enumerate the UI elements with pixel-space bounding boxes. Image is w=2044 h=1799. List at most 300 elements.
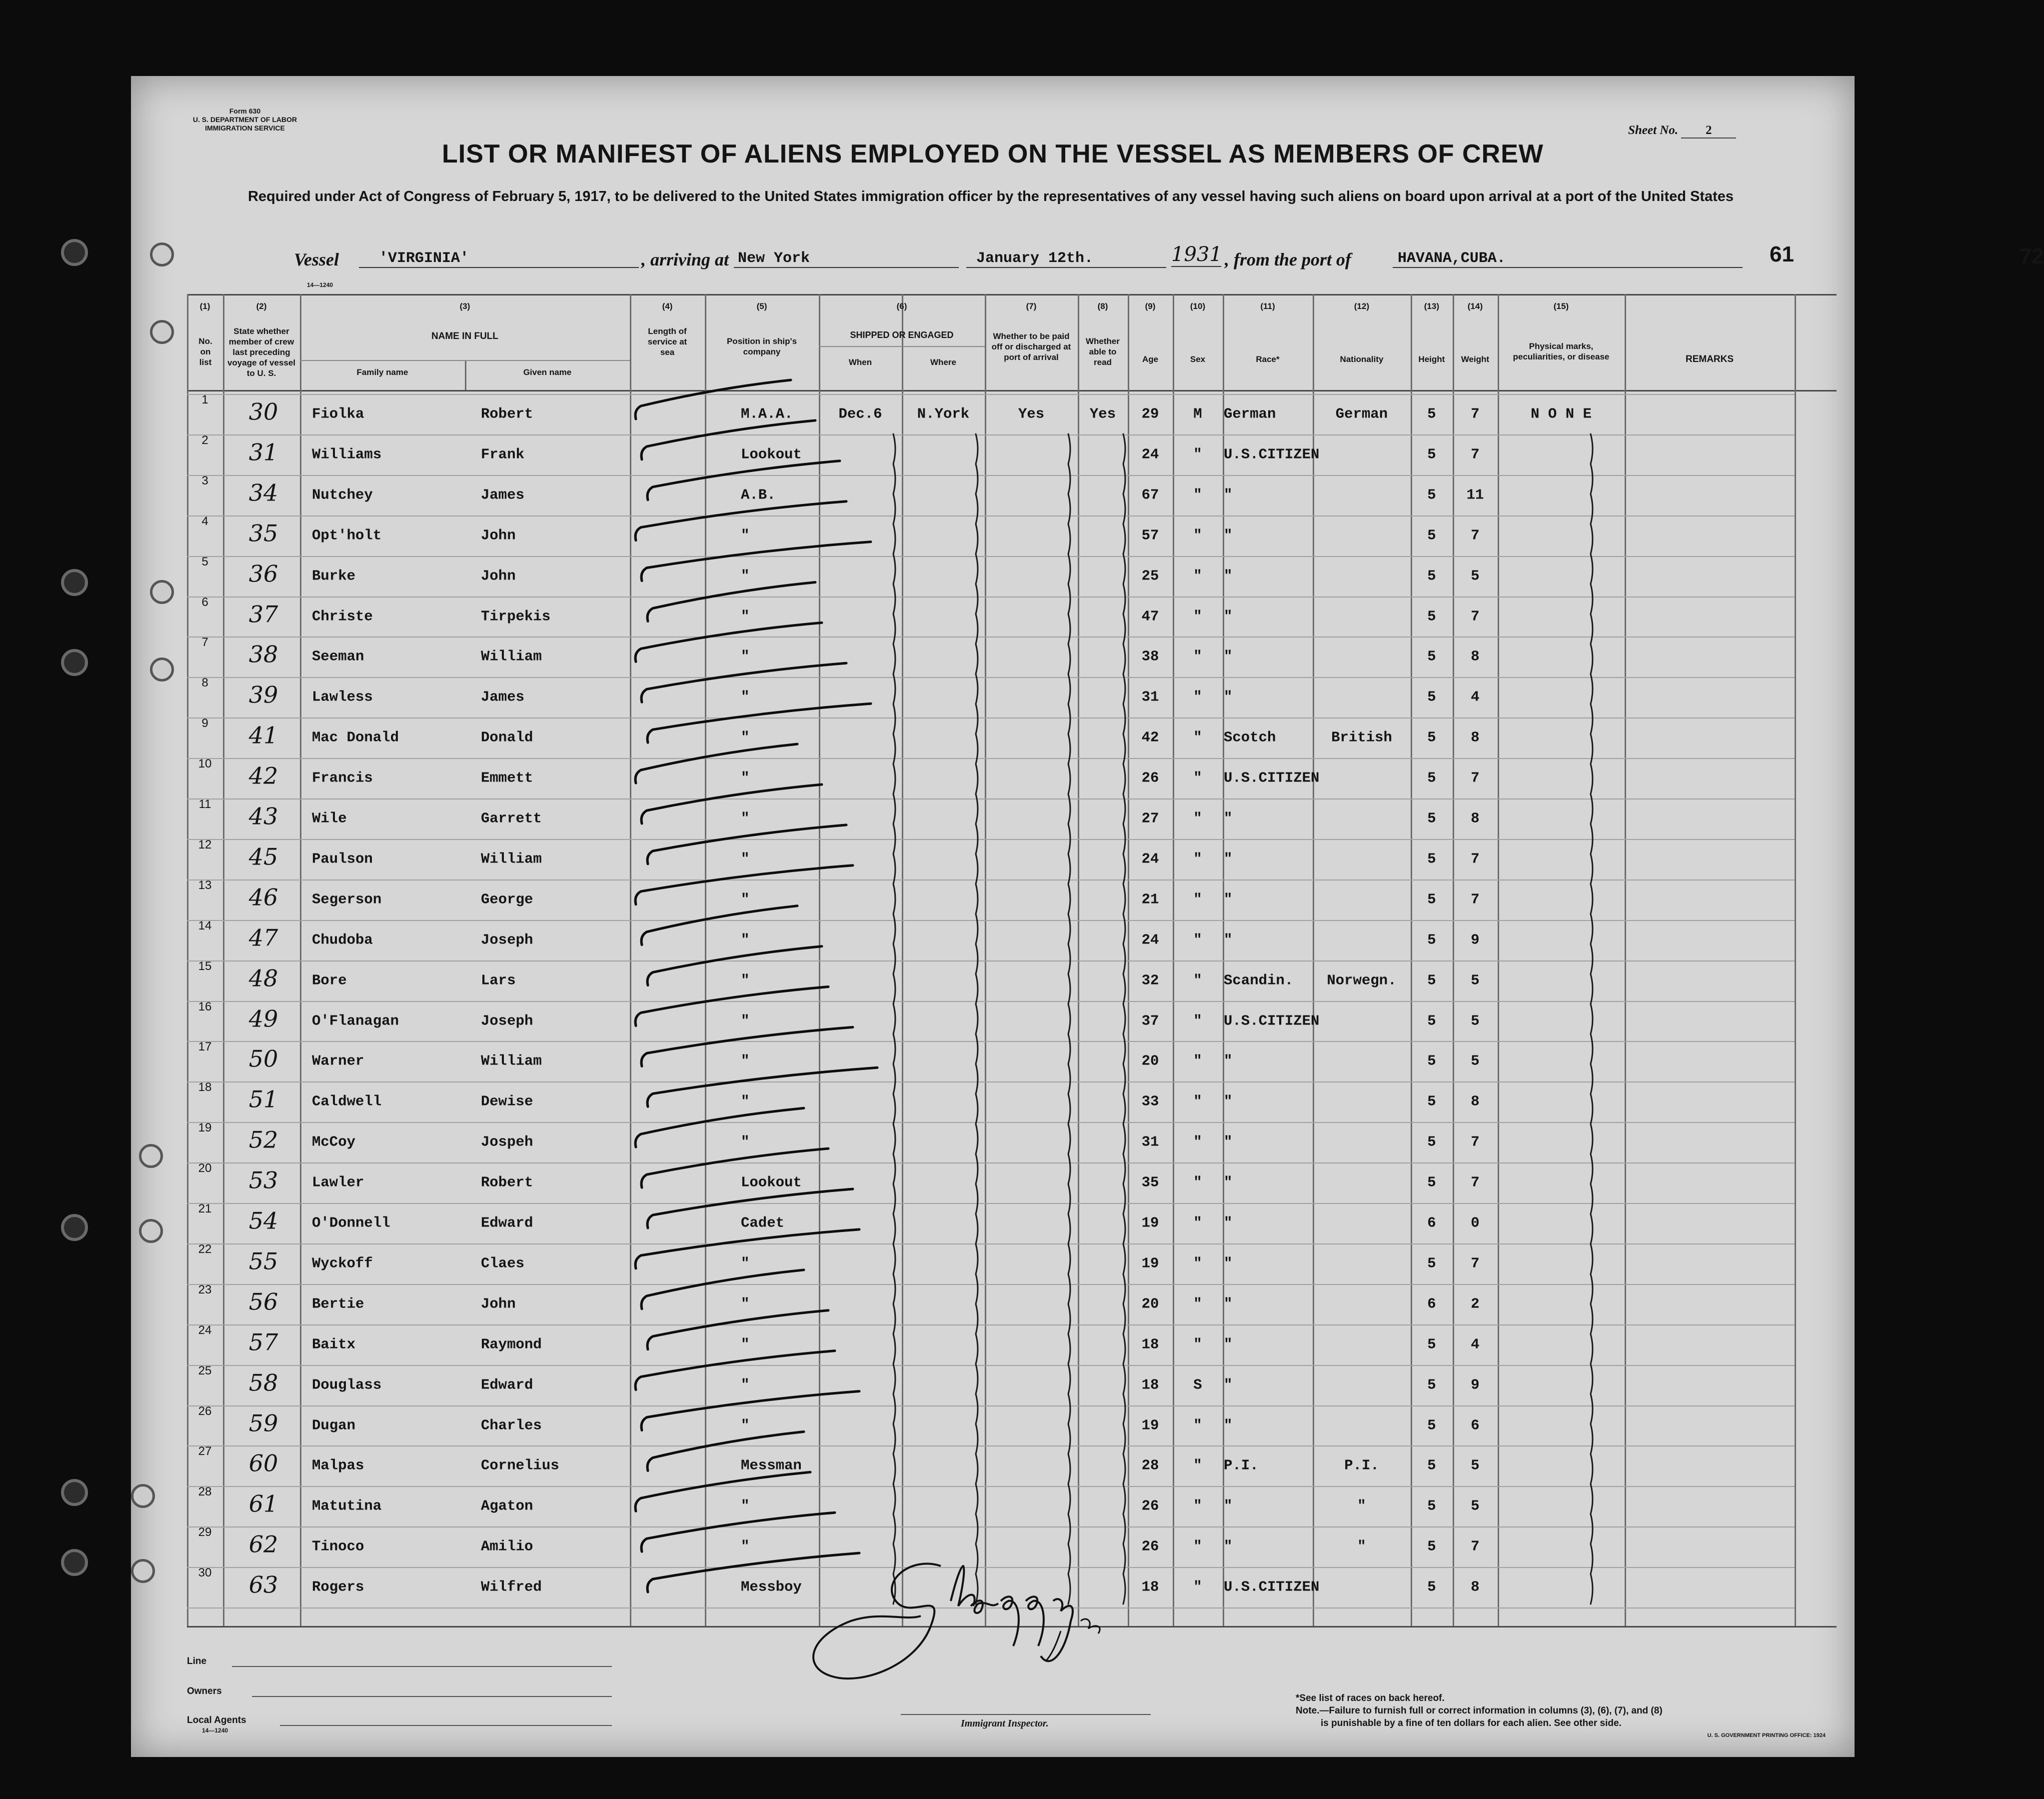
cell-age: 24	[1141, 446, 1159, 463]
cell-age: 20	[1141, 1052, 1159, 1070]
cell-weight: 7	[1471, 1255, 1480, 1272]
cell-height: 5	[1427, 1336, 1436, 1353]
col10-number: (10)	[1190, 302, 1206, 311]
cell-race: "	[1224, 1134, 1233, 1150]
cell-family: O'Donnell	[312, 1214, 390, 1232]
cell-age: 24	[1141, 932, 1159, 948]
cell-given: Raymond	[481, 1336, 542, 1353]
cell-race: "	[1224, 1093, 1233, 1110]
cell-age: 29	[1141, 406, 1159, 422]
check-stroke	[647, 1310, 828, 1350]
cell-height: 5	[1427, 850, 1436, 868]
cell-no: 30	[198, 1566, 212, 1580]
cell-given: William	[481, 850, 542, 868]
sheet-number-value: 2	[1681, 124, 1736, 138]
footer-agents-rule	[280, 1725, 612, 1726]
sheet-number-label: Sheet No.	[1628, 124, 1678, 137]
cell-position: "	[741, 1417, 750, 1434]
cell-race: Scotch	[1224, 729, 1276, 746]
cell-height: 5	[1427, 1498, 1436, 1514]
cell-position: "	[741, 770, 750, 786]
col7-label: Whether to be paid off or discharged at port of arrival	[991, 332, 1071, 362]
cell-race: "	[1224, 1296, 1233, 1312]
prior-voyage-number: 57	[248, 1328, 278, 1356]
cell-position: "	[741, 1498, 750, 1514]
cell-sex: "	[1193, 1052, 1202, 1070]
cell-weight: 7	[1471, 770, 1480, 786]
cell-sex: "	[1193, 1296, 1202, 1312]
cell-no: 21	[198, 1202, 212, 1216]
check-stroke	[641, 784, 822, 824]
cell-position: "	[741, 688, 750, 706]
cell-family: Segerson	[312, 891, 382, 908]
cell-position: Messman	[741, 1457, 802, 1474]
prior-voyage-number: 61	[248, 1490, 278, 1518]
cell-position: "	[741, 1296, 750, 1312]
cell-weight: 7	[1471, 891, 1480, 908]
col11-number: (11)	[1260, 302, 1275, 311]
inspector-rule	[901, 1714, 1151, 1715]
cell-no: 12	[198, 838, 212, 852]
cell-age: 24	[1141, 850, 1159, 868]
cell-family: Baitx	[312, 1336, 356, 1353]
cell-height: 5	[1427, 608, 1436, 624]
races-note: *See list of races on back hereof.	[1296, 1693, 1445, 1704]
cell-age: 20	[1141, 1296, 1159, 1312]
cell-height: 5	[1427, 1255, 1436, 1272]
footer-form-code: 14—1240	[202, 1727, 228, 1734]
cell-position: "	[741, 1376, 750, 1394]
cell-weight: 9	[1471, 932, 1480, 948]
cell-race: "	[1224, 1538, 1233, 1555]
margin-page-number: 72	[2020, 244, 2044, 268]
cell-given: Robert	[481, 406, 533, 422]
cell-sex: "	[1193, 932, 1202, 948]
binder-hole	[61, 1214, 88, 1241]
cell-position: "	[741, 648, 750, 665]
cell-read: Yes	[1089, 406, 1116, 422]
cell-weight: 5	[1471, 1457, 1480, 1474]
cell-sex: "	[1193, 1417, 1202, 1434]
cell-race: "	[1224, 527, 1233, 544]
cell-age: 31	[1141, 1134, 1159, 1150]
footer-notes	[1296, 1692, 1826, 1742]
cell-race: U.S.CITIZEN	[1224, 1578, 1320, 1596]
cell-age: 18	[1141, 1376, 1159, 1394]
prior-voyage-number: 51	[248, 1086, 278, 1113]
cell-nationality: German	[1335, 406, 1388, 422]
cell-family: Lawless	[312, 688, 373, 706]
cell-height: 5	[1427, 568, 1436, 584]
col15-label: Physical marks, peculiarities, or disease	[1513, 342, 1610, 362]
cell-weight: 5	[1471, 1052, 1480, 1070]
cell-age: 67	[1141, 486, 1159, 504]
printer-note: U. S. GOVERNMENT PRINTING OFFICE: 1924	[1707, 1732, 1826, 1738]
cell-position: "	[741, 891, 750, 908]
cell-sex: "	[1193, 850, 1202, 868]
cell-given: Garrett	[481, 810, 542, 827]
cell-family: Chudoba	[312, 932, 373, 948]
footer-agents-label: Local Agents	[187, 1715, 246, 1726]
cell-weight: 2	[1471, 1296, 1480, 1312]
cell-no: 18	[198, 1080, 212, 1094]
cell-race: "	[1224, 932, 1233, 948]
cell-race: "	[1224, 891, 1233, 908]
cell-position: "	[741, 568, 750, 584]
penalty-note-1: Note.—Failure to furnish full or correct information in columns (3), (6), (7), and (8)	[1296, 1706, 1663, 1716]
cell-no: 10	[198, 757, 212, 771]
from-port-label: , from the port of	[1225, 250, 1352, 270]
cell-given: Joseph	[481, 932, 533, 948]
ditto-squiggle	[1123, 434, 1125, 1604]
cell-weight: 7	[1471, 1174, 1480, 1191]
cell-weight: 5	[1471, 972, 1480, 989]
cell-no: 29	[198, 1526, 212, 1540]
cell-height: 5	[1427, 1538, 1436, 1555]
cell-given: Joseph	[481, 1012, 533, 1029]
cell-nationality: Norwegn.	[1327, 972, 1397, 989]
cell-no: 5	[201, 554, 208, 568]
cell-position: "	[741, 1336, 750, 1353]
cell-position: "	[741, 1255, 750, 1272]
cell-given: John	[481, 568, 516, 584]
cell-height: 5	[1427, 527, 1436, 544]
cell-height: 5	[1427, 891, 1436, 908]
cell-age: 57	[1141, 527, 1159, 544]
check-stroke	[641, 542, 871, 581]
cell-no: 27	[198, 1444, 212, 1458]
cell-nationality: P.I.	[1344, 1457, 1379, 1474]
cell-sex: "	[1193, 810, 1202, 827]
check-stroke	[635, 622, 822, 662]
cell-race: U.S.CITIZEN	[1224, 770, 1320, 786]
cell-age: 25	[1141, 568, 1159, 584]
cell-weight: 5	[1471, 1498, 1480, 1514]
check-stroke	[635, 1230, 859, 1268]
cell-height: 5	[1427, 406, 1436, 422]
cell-family: Opt'holt	[312, 527, 382, 544]
check-stroke	[641, 1027, 853, 1066]
cell-sex: "	[1193, 729, 1202, 746]
form-service: IMMIGRATION SERVICE	[205, 124, 285, 132]
prior-voyage-number: 39	[248, 681, 278, 708]
cell-position: "	[741, 527, 750, 544]
cell-race: "	[1224, 1498, 1233, 1514]
prior-voyage-number: 38	[248, 641, 278, 668]
check-stroke	[647, 1068, 877, 1106]
cell-family: Seeman	[312, 648, 364, 665]
cell-age: 26	[1141, 770, 1159, 786]
binder-hole	[61, 1549, 88, 1576]
ditto-squiggle	[1591, 434, 1593, 1604]
cell-nationality: "	[1357, 1538, 1366, 1555]
cell-height: 5	[1427, 486, 1436, 504]
footer-line-rule	[232, 1666, 612, 1667]
cell-given: Emmett	[481, 770, 533, 786]
check-stroke	[647, 825, 846, 864]
col4-number: (4)	[662, 302, 673, 311]
binder-ring	[139, 1219, 163, 1243]
cell-given: Agaton	[481, 1498, 533, 1514]
cell-family: Wile	[312, 810, 347, 827]
cell-sex: "	[1193, 1457, 1202, 1474]
cell-weight: 7	[1471, 608, 1480, 624]
cell-race: "	[1224, 688, 1233, 706]
cell-position: M.A.A.	[741, 406, 793, 422]
cell-sex: "	[1193, 1255, 1202, 1272]
col2-number: (2)	[256, 302, 267, 311]
prior-voyage-number: 63	[248, 1571, 278, 1598]
cell-no: 20	[198, 1162, 212, 1176]
footer-line-label: Line	[187, 1656, 207, 1666]
prior-voyage-number: 55	[248, 1248, 278, 1275]
binder-ring	[150, 580, 174, 604]
cell-family: Mac Donald	[312, 729, 399, 746]
cell-position: "	[741, 1012, 750, 1029]
cell-no: 4	[201, 514, 208, 528]
col11-label: Race*	[1256, 354, 1280, 364]
cell-family: Matutina	[312, 1498, 382, 1514]
col3-label: NAME IN FULL	[431, 331, 499, 342]
footer-owners-label: Owners	[187, 1686, 222, 1696]
cell-no: 16	[198, 1000, 212, 1014]
cell-weight: 11	[1466, 486, 1484, 504]
prior-voyage-number: 34	[248, 479, 278, 506]
cell-weight: 8	[1471, 729, 1480, 746]
cell-no: 14	[198, 918, 212, 932]
cell-family: Lawler	[312, 1174, 364, 1191]
prior-voyage-number: 56	[248, 1288, 278, 1316]
cell-position: Lookout	[741, 446, 802, 463]
cell-sex: "	[1193, 1578, 1202, 1596]
cell-given: Wilfred	[481, 1578, 542, 1596]
arriving-port: New York	[734, 250, 959, 268]
cell-sex: "	[1193, 527, 1202, 544]
cell-race: "	[1224, 648, 1233, 665]
cell-position: "	[741, 1538, 750, 1555]
cell-position: "	[741, 932, 750, 948]
check-stroke	[641, 1148, 828, 1188]
binder-ring	[139, 1144, 163, 1168]
cell-height: 5	[1427, 972, 1436, 989]
col8-label: Whether able to read	[1086, 336, 1120, 367]
cell-no: 24	[198, 1323, 212, 1337]
binder-ring	[150, 320, 174, 344]
ditto-squiggle	[893, 434, 895, 1604]
cell-given: Edward	[481, 1214, 533, 1232]
cell-race: Scandin.	[1224, 972, 1294, 989]
cell-family: Douglass	[312, 1376, 382, 1394]
cell-height: 5	[1427, 648, 1436, 665]
check-stroke	[635, 987, 828, 1026]
cell-no: 25	[198, 1364, 212, 1378]
cell-weight: 4	[1471, 1336, 1480, 1353]
cell-no: 8	[201, 676, 208, 690]
col6-where-label: Where	[930, 358, 956, 367]
check-stroke	[635, 1472, 810, 1511]
cell-weight: 4	[1471, 688, 1480, 706]
prior-voyage-number: 47	[248, 924, 278, 952]
binder-ring	[150, 658, 174, 682]
cell-height: 5	[1427, 1457, 1436, 1474]
from-port: HAVANA,CUBA.	[1393, 250, 1743, 268]
col12-label: Nationality	[1340, 354, 1384, 364]
cell-weight: 8	[1471, 1093, 1480, 1110]
cell-no: 1	[201, 393, 208, 406]
cell-no: 19	[198, 1121, 212, 1135]
cell-nationality: "	[1357, 1498, 1366, 1514]
cell-weight: 7	[1471, 850, 1480, 868]
cell-sex: "	[1193, 1012, 1202, 1029]
cell-position: "	[741, 972, 750, 989]
cell-sex: "	[1193, 1093, 1202, 1110]
prior-voyage-number: 31	[248, 438, 278, 466]
cell-race: "	[1224, 1417, 1233, 1434]
cell-given: James	[481, 486, 525, 504]
cell-weight: 8	[1471, 810, 1480, 827]
col8-number: (8)	[1097, 302, 1108, 311]
cell-no: 17	[198, 1040, 212, 1054]
prior-voyage-number: 59	[248, 1410, 278, 1437]
page-subtitle: Required under Act of Congress of February 5, 1917, to be delivered to the United States immigration officer by the representatives of any vessel having such aliens on board upon arrival at a port of the United States	[247, 188, 1734, 204]
cell-given: John	[481, 1296, 516, 1312]
cell-height: 5	[1427, 1134, 1436, 1150]
ditto-squiggle	[1068, 434, 1070, 1604]
cell-given: Donald	[481, 729, 533, 746]
cell-height: 5	[1427, 1052, 1436, 1070]
cell-race: U.S.CITIZEN	[1224, 446, 1320, 463]
cell-age: 18	[1141, 1578, 1159, 1596]
cell-sex: "	[1193, 486, 1202, 504]
check-stroke	[635, 1108, 804, 1147]
cell-family: Christe	[312, 608, 373, 624]
cell-race: "	[1224, 850, 1233, 868]
cell-sex: "	[1193, 648, 1202, 665]
cell-given: James	[481, 688, 525, 706]
footer-left	[187, 1656, 937, 1746]
cell-race: "	[1224, 810, 1233, 827]
cell-sex: M	[1193, 406, 1202, 422]
binder-hole	[61, 1479, 88, 1506]
cell-height: 5	[1427, 1012, 1436, 1029]
prior-voyage-number: 45	[248, 843, 278, 870]
col1-number: (1)	[199, 302, 210, 311]
cell-position: "	[741, 1052, 750, 1070]
cell-weight: 5	[1471, 568, 1480, 584]
cell-family: Williams	[312, 446, 382, 463]
cell-height: 5	[1427, 1093, 1436, 1110]
arrival-date: January 12th.	[966, 250, 1166, 268]
cell-given: Lars	[481, 972, 516, 989]
cell-sex: "	[1193, 568, 1202, 584]
cell-family: Malpas	[312, 1457, 364, 1474]
prior-voyage-number: 54	[248, 1207, 278, 1234]
cell-age: 18	[1141, 1336, 1159, 1353]
cell-given: Claes	[481, 1255, 525, 1272]
cell-given: Robert	[481, 1174, 533, 1191]
cell-given: William	[481, 1052, 542, 1070]
prior-voyage-number: 62	[248, 1530, 278, 1558]
cell-height: 5	[1427, 1578, 1436, 1596]
cell-weight: 9	[1471, 1376, 1480, 1394]
cell-sex: "	[1193, 1336, 1202, 1353]
check-stroke	[647, 461, 840, 500]
col14-number: (14)	[1467, 302, 1483, 311]
check-stroke	[647, 1432, 804, 1470]
cell-family: Francis	[312, 770, 373, 786]
col3-given-label: Given name	[523, 368, 572, 377]
cell-height: 5	[1427, 446, 1436, 463]
cell-sex: "	[1193, 1134, 1202, 1150]
cell-weight: 7	[1471, 527, 1480, 544]
col9-label: Age	[1142, 354, 1159, 364]
cell-age: 31	[1141, 688, 1159, 706]
cell-position: "	[741, 608, 750, 624]
cell-family: Nutchey	[312, 486, 373, 504]
binder-hole	[61, 569, 88, 596]
col14-label: Weight	[1461, 354, 1490, 364]
cell-weight: 7	[1471, 1134, 1480, 1150]
footer-owners-rule	[252, 1696, 612, 1697]
cell-no: 13	[198, 878, 212, 892]
cell-age: 37	[1141, 1012, 1159, 1029]
cell-age: 27	[1141, 810, 1159, 827]
cell-height: 5	[1427, 1174, 1436, 1191]
cell-age: 26	[1141, 1498, 1159, 1514]
binder-hole	[61, 649, 88, 676]
cell-marks: N O N E	[1531, 406, 1592, 422]
cell-sex: "	[1193, 1214, 1202, 1232]
cell-given: Frank	[481, 446, 525, 463]
col3-family-label: Family name	[356, 368, 408, 377]
cell-family: Caldwell	[312, 1093, 382, 1110]
cell-age: 28	[1141, 1457, 1159, 1474]
col5-number: (5)	[756, 302, 767, 311]
cell-weight: 7	[1471, 446, 1480, 463]
cell-family: Rogers	[312, 1578, 364, 1596]
binder-ring	[131, 1559, 155, 1583]
col12-number: (12)	[1354, 302, 1370, 311]
page-title: LIST OR MANIFEST OF ALIENS EMPLOYED ON THE VESSEL AS MEMBERS OF CREW	[442, 140, 1544, 168]
check-stroke	[641, 906, 797, 945]
prior-voyage-number: 53	[248, 1166, 278, 1194]
arriving-label: , arriving at	[641, 250, 729, 270]
cell-when: Dec.6	[838, 406, 882, 422]
prior-voyage-number: 42	[248, 762, 278, 790]
cell-family: Fiolka	[312, 406, 364, 422]
cell-height: 5	[1427, 770, 1436, 786]
binder-hole	[61, 239, 88, 266]
cell-height: 6	[1427, 1214, 1436, 1232]
cell-sex: "	[1193, 972, 1202, 989]
col13-label: Height	[1418, 354, 1445, 364]
col3-number: (3)	[459, 302, 470, 311]
cell-height: 5	[1427, 1417, 1436, 1434]
cell-sex: "	[1193, 770, 1202, 786]
cell-family: Dugan	[312, 1417, 356, 1434]
cell-age: 19	[1141, 1255, 1159, 1272]
check-stroke	[641, 1392, 859, 1430]
check-stroke	[641, 1270, 804, 1309]
cell-position: "	[741, 1093, 750, 1110]
cell-no: 23	[198, 1282, 212, 1296]
vessel-name: 'VIRGINIA'	[359, 250, 639, 268]
cell-sex: S	[1193, 1376, 1202, 1394]
cell-no: 11	[198, 798, 211, 811]
inspector-label: Immigrant Inspector.	[961, 1718, 1049, 1729]
cell-weight: 5	[1471, 1012, 1480, 1029]
cell-weight: 0	[1471, 1214, 1480, 1232]
